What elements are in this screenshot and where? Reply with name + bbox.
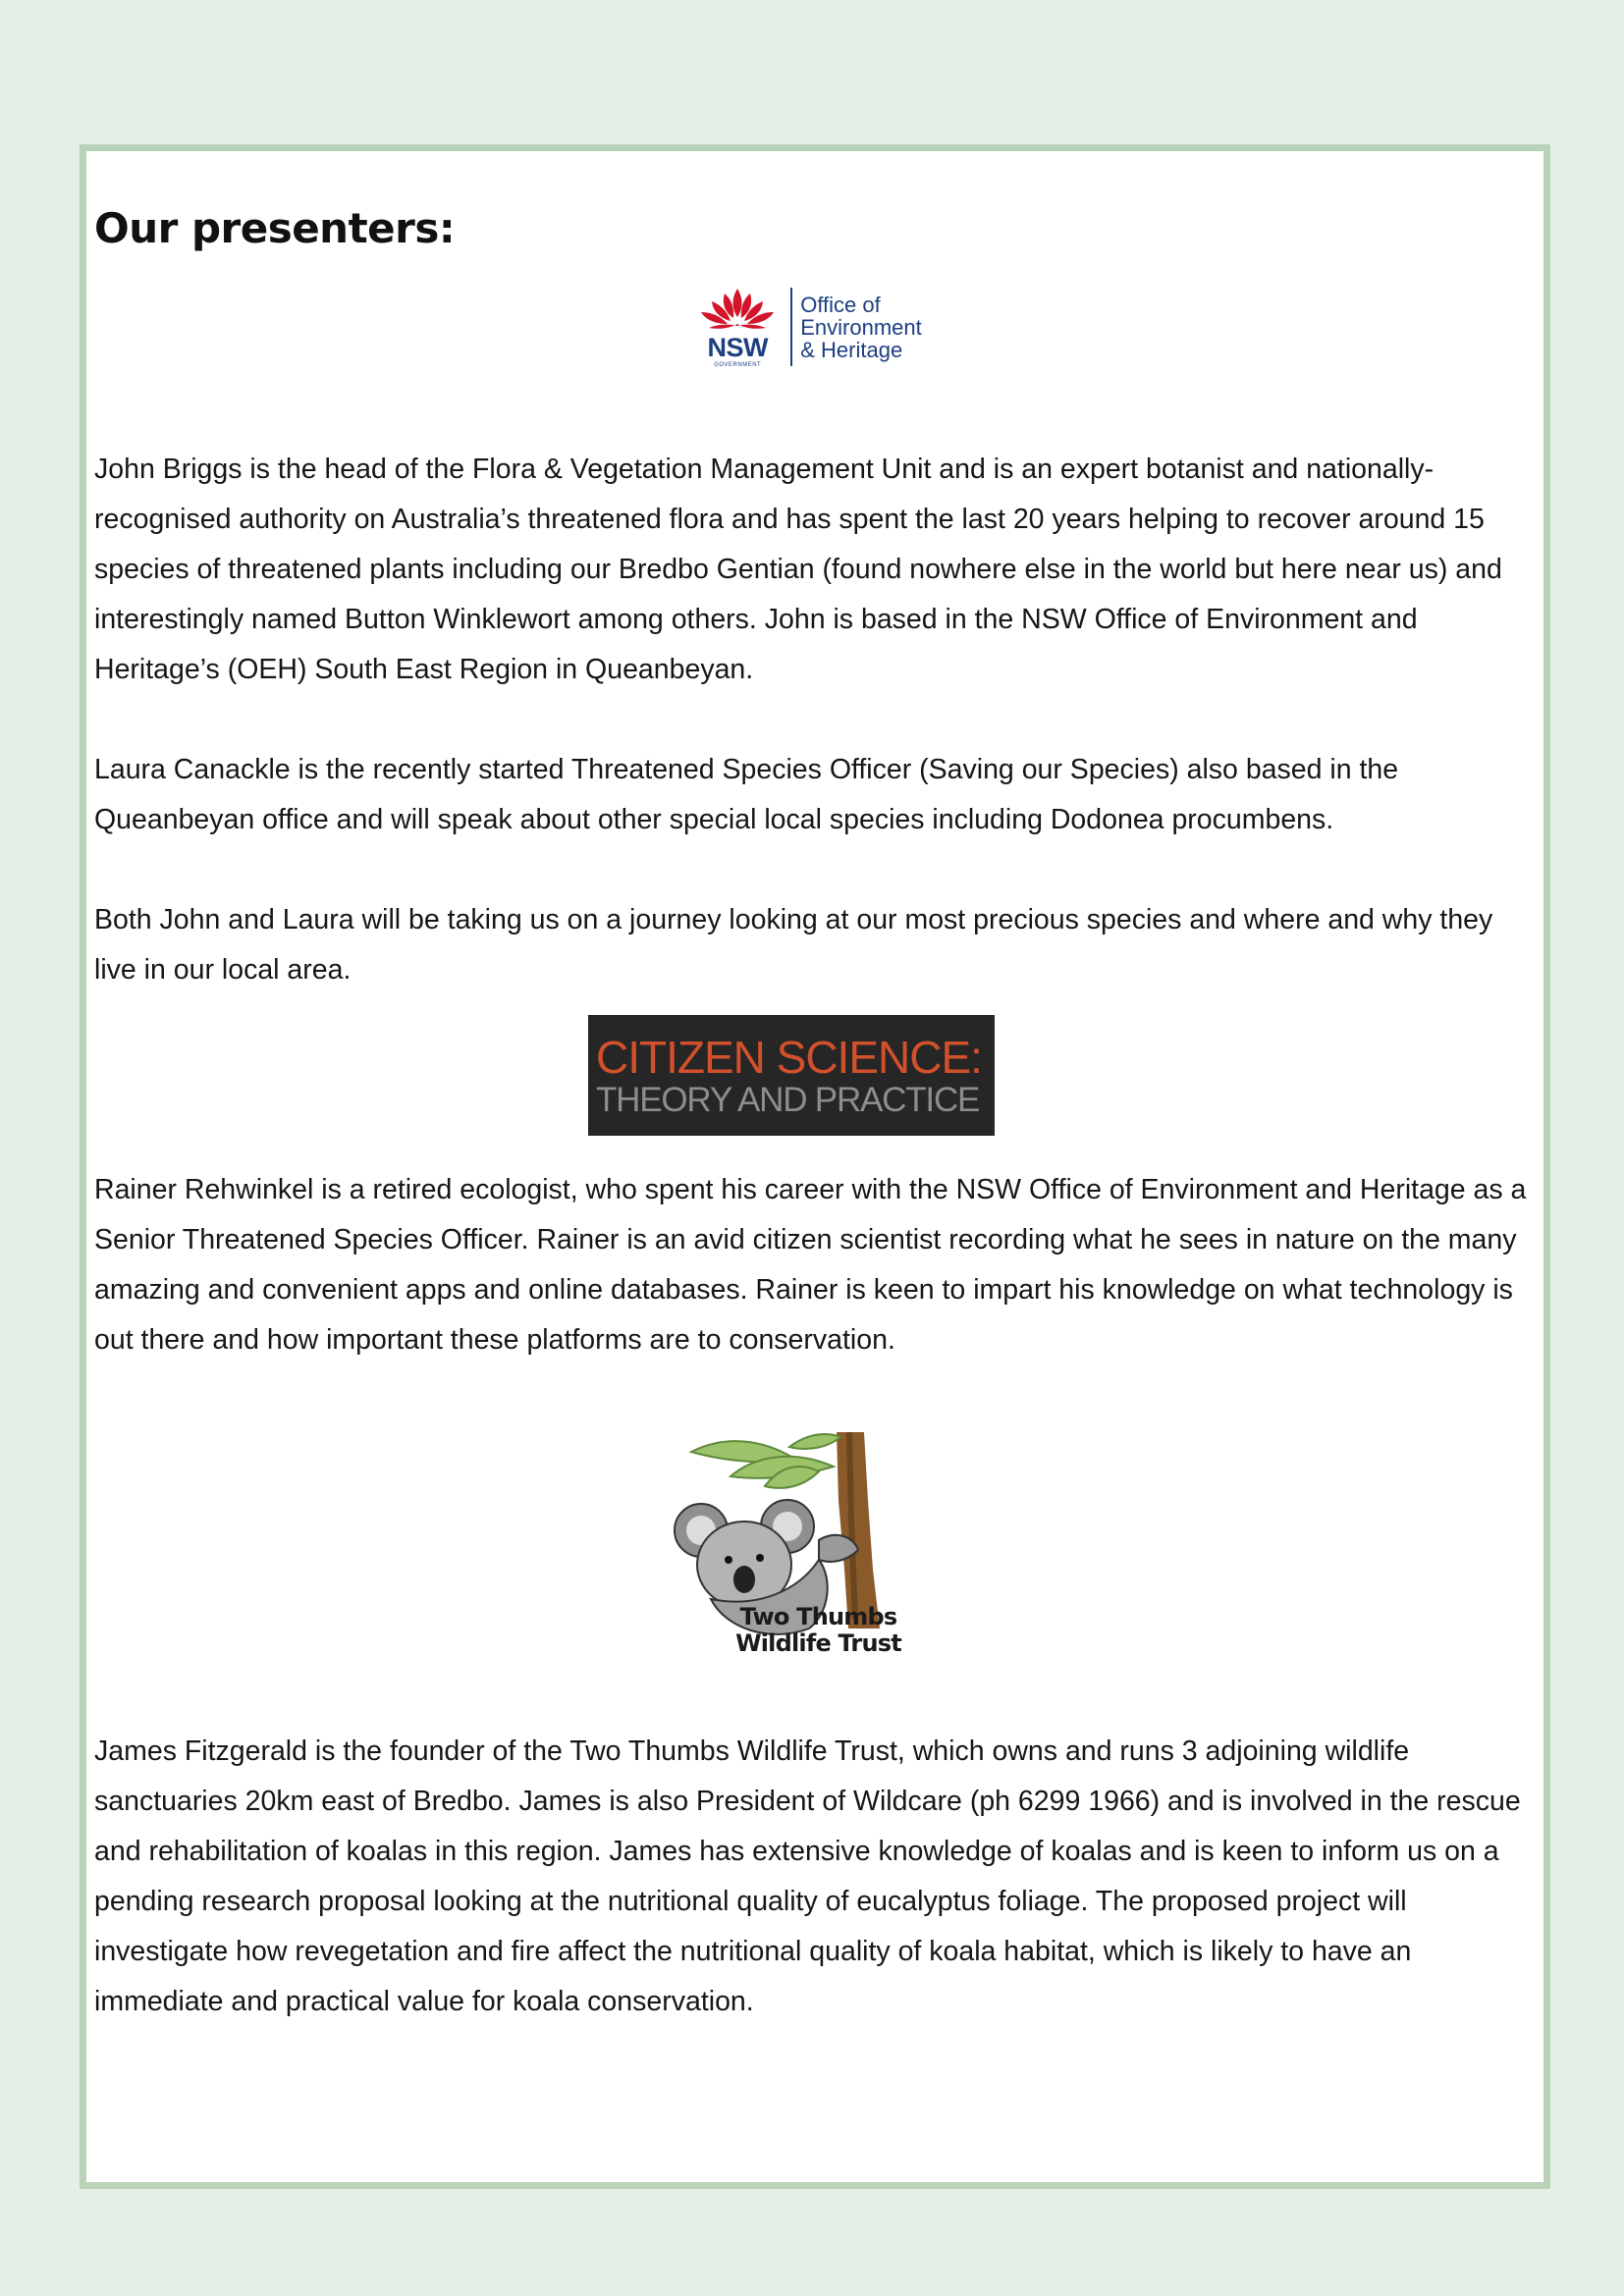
government-label: GOVERNMENT [714,362,762,368]
paragraph-john-briggs: John Briggs is the head of the Flora & Vegetation Management Unit and is an expert botanist and nationally-recognised authority on Australia’s threatened flora and has spent the last 20 years helping to recover around 15 species of threatened plants including our Bredbo Gentian (found nowhere else in the world but here near us) and interestingly named Button Winklewort among others. John is based in the NSW Office of Environment and Heritage’s (OEH) South East Region in Queanbeyan. [94,454,1502,685]
nsw-mark [690,285,785,369]
nsw-wordmark: NSW [707,333,768,362]
paragraph-john-and-laura: Both John and Laura will be taking us on a journey looking at our most precious species and where and why they live in our local area. [94,904,1493,986]
oeh-name [800,294,922,361]
two-thumbs-logo [672,1432,917,1658]
citizen-science-banner [588,1015,995,1136]
two-thumbs-line-1: Two Thumbs [739,1603,897,1630]
citizen-science-subtitle: THEORY AND PRACTICE [596,1080,980,1119]
two-thumbs-line-2: Wildlife Trust [735,1629,901,1657]
paragraph-laura-canackle: Laura Canackle is the recently started Threatened Species Officer (Saving our Species) also based in the Queanbeyan office and will speak about other special local species including Dodonea procumbens. [94,754,1399,835]
oeh-line-2: Environment [800,314,922,340]
two-thumbs-wordmark [721,1604,917,1657]
paragraph-james-fitzgerald: James Fitzgerald is the founder of the Two Thumbs Wildlife Trust, which owns and runs 3 adjoining wildlife sanctuaries 20km east of Bredbo. James is also President of Wildcare (ph 6299 1966) and is involved in the rescue and rehabilitation of koalas in this region. James has extensive knowledge of koalas and is keen to inform us on a pending research proposal looking at the nutritional quality of eucalyptus foliage. The proposed project will investigate how revegetation and fire affect the nutritional quality of koala habitat, which is likely to have an immediate and practical value for koala conservation. [94,1735,1521,2017]
citizen-science-row [55,1015,1528,1136]
paragraph-rainer-rehwinkel: Rainer Rehwinkel is a retired ecologist, who spent his career with the NSW Office of Environment and Heritage as a Senior Threatened Species Officer. Rainer is an avid citizen scientist recording what he sees in nature on the many amazing and convenient apps and online databases. Rainer is keen to impart his knowledge on what technology is out there and how important these platforms are to conservation. [94,1174,1527,1356]
page-title: Our presenters: [94,204,456,252]
oeh-line-3: & Heritage [800,337,903,362]
page-content [94,201,1528,2027]
two-thumbs-row [60,1432,1528,1658]
logo-divider [790,288,792,366]
waratah-icon [695,285,780,334]
citizen-science-title: CITIZEN SCIENCE: [596,1031,982,1083]
nsw-oeh-logo [690,278,922,376]
oeh-logo-row [94,278,1528,376]
oeh-line-1: Office of [800,292,881,317]
